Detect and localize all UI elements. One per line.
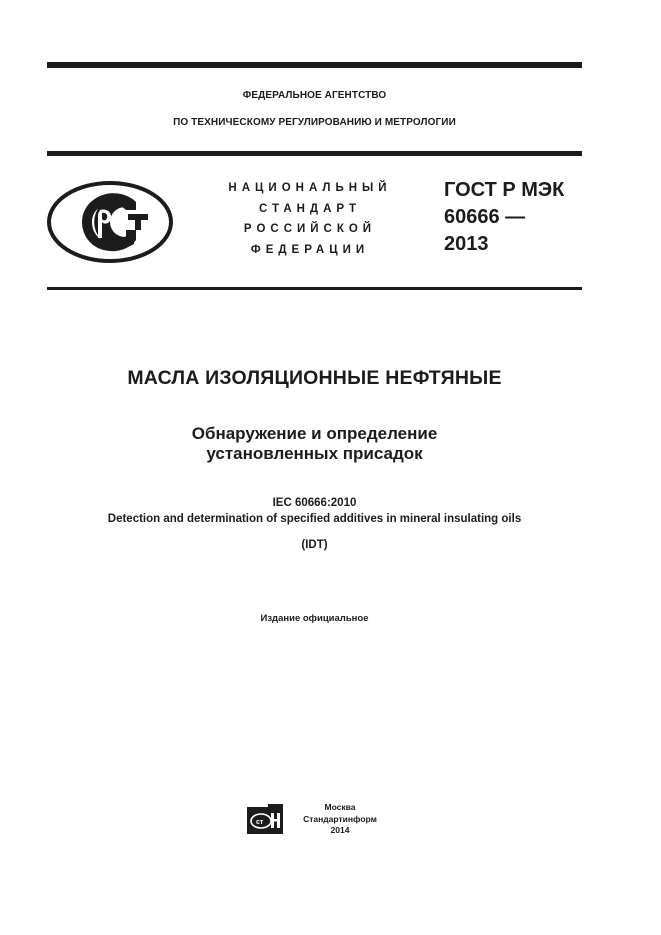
designation-line-1: ГОСТ Р МЭК	[444, 179, 565, 201]
national-line-4: ФЕДЕРАЦИИ	[250, 243, 370, 256]
document-subtitle	[47, 424, 582, 464]
standartinform-logo-icon	[246, 803, 284, 835]
standard-designation	[444, 177, 564, 258]
national-line-3: РОССИЙСКОЙ	[243, 223, 377, 235]
designation-line-3: 2013	[444, 233, 489, 255]
rst-gost-logo-icon	[46, 180, 174, 264]
iec-title: Detection and determination of specified additives in mineral insulating oils	[107, 513, 522, 525]
document-title: МАСЛА ИЗОЛЯЦИОННЫЕ НЕФТЯНЫЕ	[127, 367, 502, 389]
svg-text:ст: ст	[256, 819, 264, 826]
subtitle-line-2: установленных присадок	[206, 444, 423, 463]
publisher-city: Москва	[324, 802, 356, 812]
equivalence-label: (IDT)	[301, 539, 328, 551]
top-divider	[47, 62, 582, 68]
agency-line-1: ФЕДЕРАЛЬНОЕ АГЕНТСТВО	[242, 90, 387, 101]
national-line-2: СТАНДАРТ	[259, 202, 361, 215]
subtitle-line-1: Обнаружение и определение	[191, 424, 438, 443]
publication-year: 2014	[330, 825, 350, 835]
iec-code: IEC 60666:2010	[272, 497, 357, 509]
national-standard-label	[200, 178, 420, 260]
agency-line-2: ПО ТЕХНИЧЕСКОМУ РЕГУЛИРОВАНИЮ И МЕТРОЛОГИИ	[173, 117, 456, 128]
middle-divider	[47, 151, 582, 156]
bottom-divider	[47, 287, 582, 290]
national-line-1: НАЦИОНАЛЬНЫЙ	[228, 182, 392, 194]
publisher-name: Стандартинформ	[303, 813, 377, 824]
edition-label: Издание официальное	[260, 613, 369, 624]
publisher-info	[294, 802, 386, 837]
designation-line-2: 60666 —	[444, 206, 526, 228]
